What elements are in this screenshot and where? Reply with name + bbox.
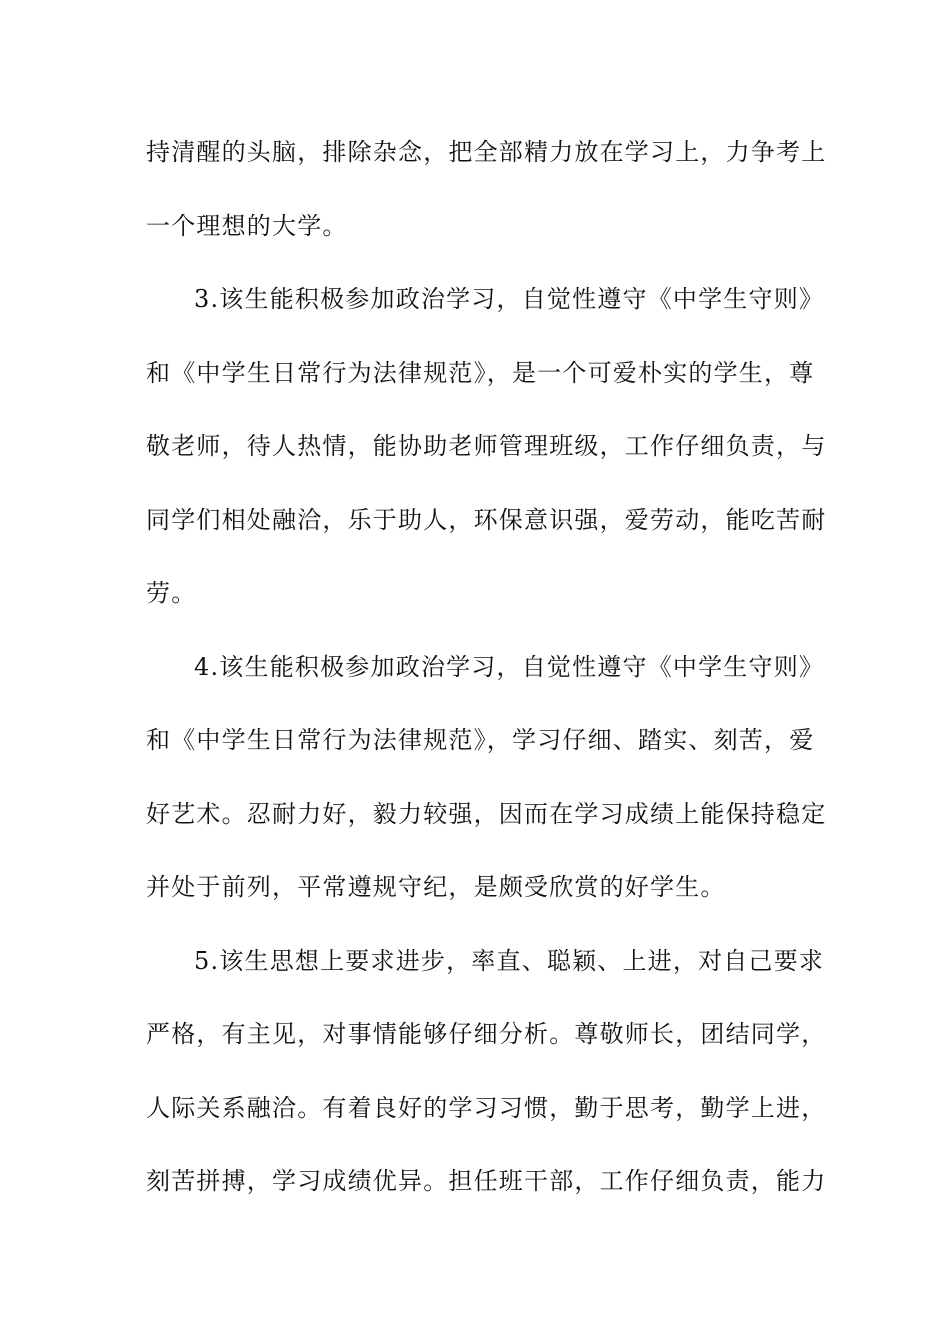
text-line: 持清醒的头脑，排除杂念，把全部精力放在学习上，力争考上 [146, 138, 827, 166]
text-line: 刻苦拼搏，学习成绩优异。担任班干部，工作仔细负责，能力 [146, 1167, 827, 1195]
text-line: 人际关系融洽。有着良好的学习习惯，勤于思考，勤学上进， [146, 1093, 827, 1122]
text-line: 好艺术。忍耐力好，毅力较强，因而在学习成绩上能保持稳定 [146, 799, 827, 828]
text-line: 并处于前列，平常遵规守纪，是颇受欣赏的好学生。 [146, 873, 726, 901]
text-line: 一个理想的大学。 [146, 211, 348, 240]
paragraph-start-3: 3.该生能积极参加政治学习，自觉性遵守《中学生守则》 [194, 285, 825, 313]
text-line: 劳。 [146, 579, 197, 607]
text-line: 和《中学生日常行为法律规范》，学习仔细、踏实、刻苦，爱 [146, 726, 815, 754]
text-line: 敬老师，待人热情，能协助老师管理班级，工作仔细负责，与 [146, 432, 827, 460]
paragraph-start-5: 5.该生思想上要求进步，率直、聪颖、上进，对自己要求 [194, 946, 825, 975]
paragraph-start-4: 4.该生能积极参加政治学习，自觉性遵守《中学生守则》 [194, 652, 825, 681]
text-line: 严格，有主见，对事情能够仔细分析。尊敬师长，团结同学， [146, 1020, 827, 1048]
text-line: 同学们相处融洽，乐于助人，环保意识强，爱劳动，能吃苦耐 [146, 505, 827, 534]
document-body [146, 128, 827, 1231]
text-line: 和《中学生日常行为法律规范》，是一个可爱朴实的学生，尊 [146, 358, 815, 387]
